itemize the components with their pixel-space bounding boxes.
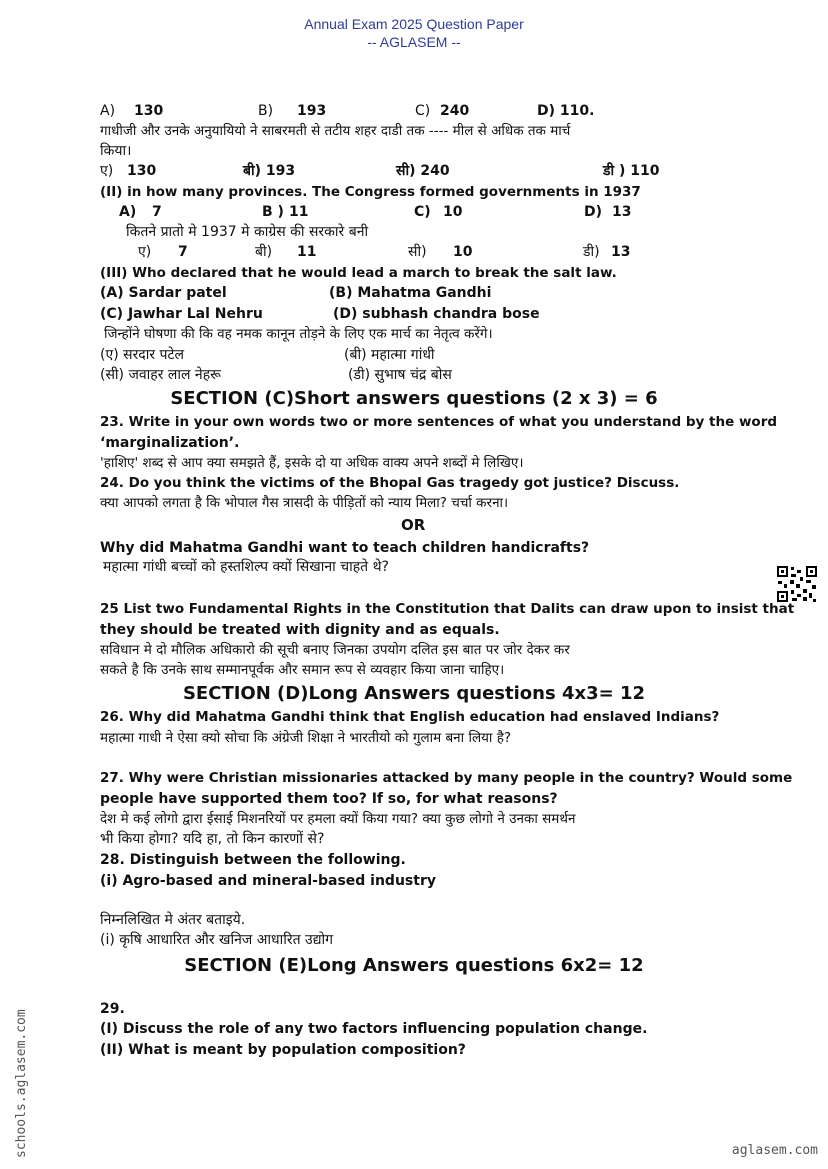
- section-d-heading: SECTION (D)Long Answers questions 4x3= 12: [182, 683, 646, 704]
- q2-hi-option-d-label: डी): [583, 244, 600, 260]
- q27-text-line2: people have supported them too? If so, for what reasons?: [100, 791, 558, 807]
- q1-hindi-line1: गाधीजी और उनके अनुयायियो ने साबरमती से तटीय शहर दाडी तक ---- मील से अधिक तक मार्च: [100, 123, 571, 139]
- hi-option-b: बी) 193: [243, 163, 296, 179]
- q24-hindi: क्या आपको लगता है कि भोपाल गैस त्रासदी के पीड़ितों को न्याय मिला? चर्चा करना।: [100, 495, 509, 511]
- or-divider: OR: [401, 516, 426, 534]
- hi-option-d: डी ) 110: [603, 163, 660, 179]
- option-a-value: 130: [134, 103, 164, 119]
- q29-part1: (I) Discuss the role of any two factors influencing population change.: [100, 1021, 648, 1037]
- q27-hindi-line2: भी किया होगा? यदि हा, तो किन कारणों से?: [100, 831, 325, 847]
- q29-number: 29.: [100, 1001, 125, 1017]
- q24-alt-hindi: महात्मा गांधी बच्चों को हस्तशिल्प क्यों सिखाना चाहते थे?: [103, 559, 389, 575]
- q2-hi-option-c-value: 10: [453, 244, 473, 260]
- q1-hindi-line2: किया।: [100, 143, 132, 159]
- q2-option-a-label: A): [119, 204, 137, 220]
- option-a-label: A): [100, 103, 116, 119]
- hi-option-a-value: 130: [127, 163, 157, 179]
- q26-text: 26. Why did Mahatma Gandhi think that English education had enslaved Indians?: [100, 709, 720, 725]
- q25-hindi-line1: सविधान मे दो मौलिक अधिकारो की सूची बनाए जिनका उपयोग दलित इस बात पर जोर देकर कर: [100, 642, 570, 658]
- q2-hi-option-b-value: 11: [297, 244, 317, 260]
- q3-option-c: (C) Jawhar Lal Nehru: [100, 306, 263, 322]
- q27-hindi-line1: देश मे कई लोगो द्वारा ईसाई मिशनरियों पर हमला क्यों किया गया? क्या कुछ लोगो ने उनका समर्थन: [100, 811, 576, 827]
- q2-option-d-label: D): [584, 204, 603, 220]
- q3-hi-option-c: (सी) जवाहर लाल नेहरू: [100, 367, 222, 383]
- header-title: Annual Exam 2025 Question Paper: [304, 16, 524, 32]
- q2-option-b-label: B ): [262, 204, 284, 220]
- q3-hi-option-b: (बी) महात्मा गांधी: [344, 347, 435, 363]
- footer-site: aglasem.com: [731, 1143, 818, 1158]
- hi-option-a-label: ए): [100, 163, 114, 179]
- q2-option-a-value: 7: [152, 204, 162, 220]
- q27-text-line1: 27. Why were Christian missionaries attacked by many people in the country? Would some: [100, 770, 793, 786]
- q23-text-line1: 23. Write in your own words two or more sentences of what you understand by the word: [100, 414, 778, 430]
- q3-hindi-text: जिन्होंने घोषणा की कि वह नमक कानून तोड़ने के लिए एक मार्च का नेतृत्व करेंगे।: [104, 326, 493, 342]
- q2-hi-option-b-label: बी): [255, 244, 273, 260]
- option-c-label: C): [415, 103, 431, 119]
- q2-option-c-label: C): [414, 204, 431, 220]
- header-subtitle: -- AGLASEM --: [367, 34, 461, 50]
- q3-hi-option-d: (डी) सुभाष चंद्र बोस: [348, 367, 452, 383]
- q28-text-line2: (i) Agro-based and mineral-based industry: [100, 873, 436, 889]
- q28-text-line1: 28. Distinguish between the following.: [100, 852, 406, 868]
- q25-text-line2: they should be treated with dignity and as equals.: [100, 622, 500, 638]
- q25-text-line1: 25 List two Fundamental Rights in the Constitution that Dalits can draw upon to insist that: [100, 601, 795, 617]
- q2-option-c-value: 10: [443, 204, 463, 220]
- section-c-heading: SECTION (C)Short answers questions (2 x 3) = 6: [170, 388, 658, 409]
- q25-hindi-line2: सकते है कि उनके साथ सम्मानपूर्वक और समान रूप से व्यवहार किया जाना चाहिए।: [100, 662, 505, 678]
- q2-hi-option-a-label: ए): [138, 244, 152, 260]
- q3-text: (III) Who declared that he would lead a march to break the salt law.: [100, 265, 617, 281]
- option-c-value: 240: [440, 103, 470, 119]
- q28-hindi-line2: (i) कृषि आधारित और खनिज आधारित उद्योग: [100, 932, 334, 948]
- q3-option-b: (B) Mahatma Gandhi: [329, 285, 492, 301]
- q28-hindi-line1: निम्नलिखित मे अंतर बताइये.: [100, 912, 246, 928]
- q2-text: (II) in how many provinces. The Congress formed governments in 1937: [100, 184, 641, 200]
- q2-hindi-text: कितने प्रातो मे 1937 मे काग्रेस की सरकारे बनी: [126, 224, 369, 240]
- q2-option-d-value: 13: [612, 204, 632, 220]
- q24-alt-text: Why did Mahatma Gandhi want to teach children handicrafts?: [100, 540, 590, 556]
- option-d: D) 110.: [537, 103, 595, 119]
- option-b-value: 193: [297, 103, 327, 119]
- q29-part2: (II) What is meant by population composition?: [100, 1042, 466, 1058]
- hi-option-c: सी) 240: [396, 163, 450, 179]
- q3-option-d: (D) subhash chandra bose: [333, 306, 540, 322]
- q23-text-line2: ‘marginalization’.: [100, 435, 240, 451]
- q3-option-a: (A) Sardar patel: [100, 285, 227, 301]
- side-watermark: schools.aglasem.com: [14, 1009, 29, 1158]
- q2-hi-option-a-value: 7: [178, 244, 188, 260]
- option-b-label: B): [258, 103, 274, 119]
- section-e-heading: SECTION (E)Long Answers questions 6x2= 12: [184, 955, 644, 976]
- q2-option-b-value: 11: [289, 204, 309, 220]
- q3-hi-option-a: (ए) सरदार पटेल: [100, 347, 185, 363]
- q24-text: 24. Do you think the victims of the Bhopal Gas tragedy got justice? Discuss.: [100, 475, 680, 491]
- q26-hindi: महात्मा गाधी ने ऐसा क्यो सोचा कि अंग्रेजी शिक्षा ने भारतीयो को गुलाम बना लिया है?: [100, 730, 512, 746]
- qr-code: [776, 565, 818, 603]
- q2-hi-option-d-value: 13: [611, 244, 631, 260]
- q23-hindi: 'हाशिए' शब्द से आप क्या समझते हैं, इसके दो या अधिक वाक्य अपने शब्दों मे लिखिए।: [100, 455, 524, 471]
- q2-hi-option-c-label: सी): [408, 244, 427, 260]
